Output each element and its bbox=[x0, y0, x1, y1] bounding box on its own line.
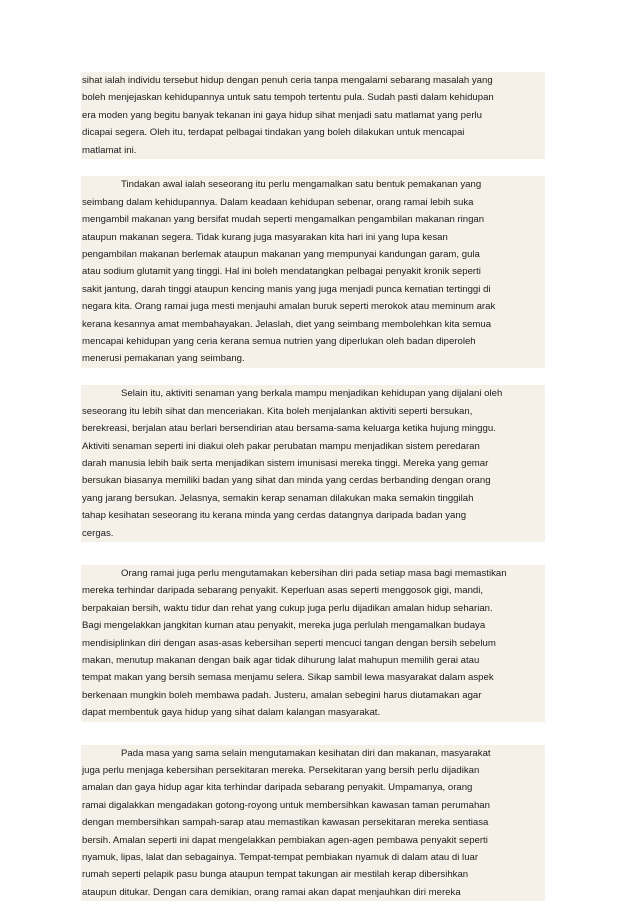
text-line: Bagi mengelakkan jangkitan kuman atau penyakit, mereka juga perlulah mengamalkan budaya bbox=[81, 617, 545, 634]
text-line: kerana kesannya amat membahayakan. Jelaslah, diet yang seimbang membolehkan kita semua bbox=[81, 316, 545, 333]
paragraph-1 bbox=[81, 72, 545, 159]
text-line: Aktiviti senaman seperti ini diakui oleh pakar perubatan mampu menjadikan sistem peredaran bbox=[81, 438, 545, 455]
text-line: seseorang itu lebih sihat dan menceriakan. Kita boleh menjalankan aktiviti seperti bersukan, bbox=[81, 403, 545, 420]
text-line: pengambilan makanan berlemak ataupun makanan yang mempunyai kandungan garam, gula bbox=[81, 246, 545, 263]
text-line: juga perlu menjaga kebersihan persekitaran mereka. Persekitaran yang bersih perlu dijadikan bbox=[81, 762, 545, 779]
text-line: ramai digalakkan mengadakan gotong-royong untuk membersihkan kawasan taman perumahan bbox=[81, 797, 545, 814]
text-line: negara kita. Orang ramai juga mesti menjauhi amalan buruk seperti merokok atau meminum arak bbox=[81, 298, 545, 315]
text-line: darah manusia lebih baik serta menjadikan sistem imunisasi mereka tinggi. Mereka yang gemar bbox=[81, 455, 545, 472]
text-line: dengan membersihkan sampah-sarap atau memastikan kawasan persekitaran mereka sentiasa bbox=[81, 814, 545, 831]
text-line: mengambil makanan yang bersifat mudah seperti mengamalkan pengambilan makanan ringan bbox=[81, 211, 545, 228]
paragraph-5 bbox=[81, 745, 545, 901]
paragraph-3 bbox=[81, 385, 545, 542]
text-line: matlamat ini. bbox=[81, 142, 545, 159]
text-line: tahap kesihatan seseorang itu kerana minda yang cerdas datangnya daripada badan yang bbox=[81, 507, 545, 524]
text-line: mendisiplinkan diri dengan asas-asas kebersihan seperti mencuci tangan dengan bersih sebelum bbox=[81, 635, 545, 652]
text-line: menerusi pemakanan yang seimbang. bbox=[81, 350, 545, 367]
text-line: era moden yang begitu banyak tekanan ini gaya hidup sihat menjadi satu matlamat yang perlu bbox=[81, 107, 545, 124]
paragraph-4 bbox=[81, 565, 545, 722]
text-line: Tindakan awal ialah seseorang itu perlu mengamalkan satu bentuk pemakanan yang bbox=[81, 176, 545, 193]
text-line: yang jarang bersukan. Jelasnya, semakin kerap senaman dilakukan maka semakin tinggilah bbox=[81, 490, 545, 507]
text-line: Pada masa yang sama selain mengutamakan kesihatan diri dan makanan, masyarakat bbox=[81, 745, 545, 762]
text-line: Selain itu, aktiviti senaman yang berkala mampu menjadikan kehidupan yang dijalani oleh bbox=[81, 385, 545, 402]
text-line: bersih. Amalan seperti ini dapat mengelakkan pembiakan agen-agen pembawa penyakit seperti bbox=[81, 832, 545, 849]
text-line: nyamuk, lipas, lalat dan sebagainya. Tempat-tempat pembiakan nyamuk di dalam atau di luar bbox=[81, 849, 545, 866]
paragraph-2 bbox=[81, 176, 545, 367]
text-line: rumah seperti pelapik pasu bunga ataupun tempat takungan air mestilah kerap dibersihkan bbox=[81, 866, 545, 883]
text-line: atau sodium glutamit yang tinggi. Hal ini boleh mendatangkan pelbagai penyakit kronik seperti bbox=[81, 263, 545, 280]
text-line: Orang ramai juga perlu mengutamakan kebersihan diri pada setiap masa bagi memastikan bbox=[81, 565, 545, 582]
text-line: sihat ialah individu tersebut hidup dengan penuh ceria tanpa mengalami sebarang masalah yang bbox=[81, 72, 545, 89]
text-line: sakit jantung, darah tinggi ataupun kencing manis yang juga menjadi punca kematian tertinggi di bbox=[81, 281, 545, 298]
text-line: boleh menjejaskan kehidupannya untuk satu tempoh tertentu pula. Sudah pasti dalam kehidupan bbox=[81, 89, 545, 106]
text-line: ataupun makanan segera. Tidak kurang juga masyarakan kita hari ini yang lupa kesan bbox=[81, 229, 545, 246]
text-line: berkenaan mungkin boleh membawa padah. Justeru, amalan sebegini harus diutamakan agar bbox=[81, 687, 545, 704]
text-line: dapat membentuk gaya hidup yang sihat dalam kalangan masyarakat. bbox=[81, 704, 545, 721]
text-line: ataupun ditukar. Dengan cara demikian, orang ramai akan dapat menjauhkan diri mereka bbox=[81, 884, 545, 901]
text-line: bersukan biasanya memiliki badan yang sihat dan minda yang cerdas berbanding dengan orang bbox=[81, 472, 545, 489]
essay-body bbox=[81, 72, 545, 901]
text-line: seimbang dalam kehidupannya. Dalam keadaan kehidupan sebenar, orang ramai lebih suka bbox=[81, 194, 545, 211]
text-line: berekreasi, berjalan atau berlari bersendirian atau bersama-sama keluarga ketika hujung minggu. bbox=[81, 420, 545, 437]
text-line: mereka terhindar daripada sebarang penyakit. Keperluan asas seperti menggosok gigi, mandi, bbox=[81, 582, 545, 599]
text-line: cergas. bbox=[81, 525, 545, 542]
text-line: mencapai kehidupan yang ceria kerana semua nutrien yang diperlukan oleh badan diperoleh bbox=[81, 333, 545, 350]
text-line: tempat makan yang bersih semasa menjamu selera. Sikap sambil lewa masyarakat dalam aspek bbox=[81, 669, 545, 686]
text-line: berpakaian bersih, waktu tidur dan rehat yang cukup juga perlu dijadikan amalan hidup seharian. bbox=[81, 600, 545, 617]
text-line: dicapai segera. Oleh itu, terdapat pelbagai tindakan yang boleh dilakukan untuk mencapai bbox=[81, 124, 545, 141]
text-line: amalan dan gaya hidup agar kita terhindar daripada sebarang penyakit. Umpamanya, orang bbox=[81, 779, 545, 796]
text-line: makan, menutup makanan dengan baik agar tidak dihurung lalat mahupun memilih gerai atau bbox=[81, 652, 545, 669]
